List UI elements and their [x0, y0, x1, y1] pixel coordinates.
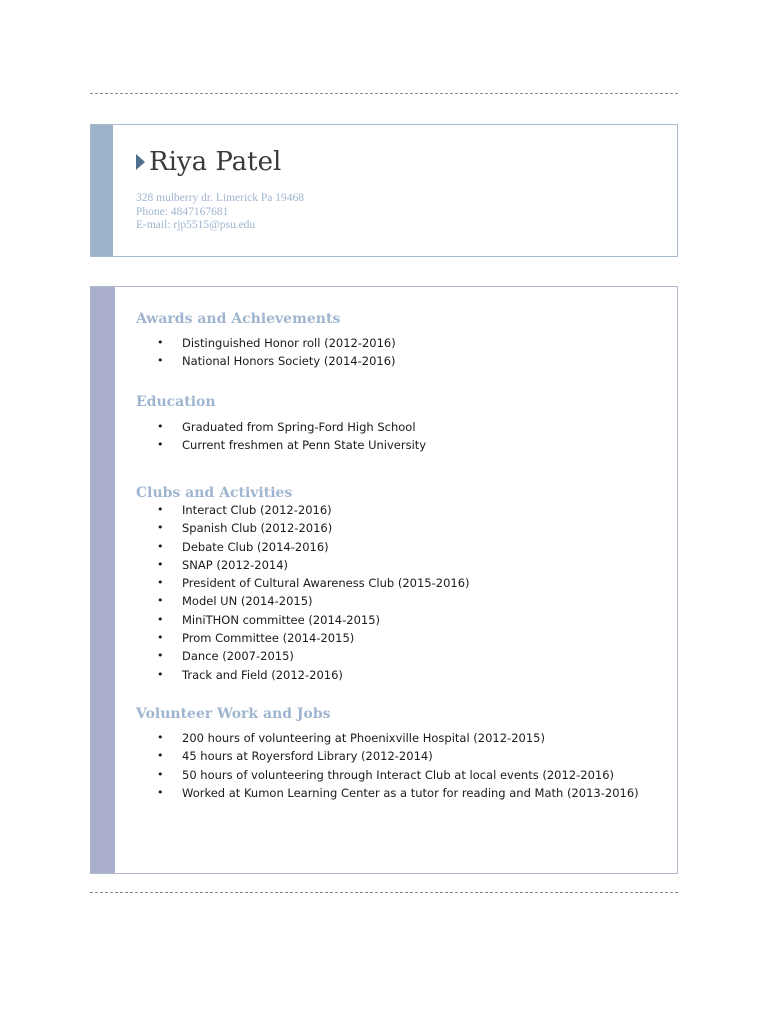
bullet-icon: • [157, 420, 164, 433]
resume-body-panel [90, 286, 678, 874]
bullet-icon: • [157, 667, 164, 681]
bullet-icon: • [157, 612, 164, 626]
bullet-icon: • [157, 539, 164, 553]
list-item: • Prom Committee (2014-2015) [157, 629, 470, 647]
phone-text: Phone: 4847167681 [136, 205, 229, 218]
email-text: E-mail: rjp5515@psu.edu [136, 219, 256, 231]
contact-block [136, 192, 304, 233]
resume-name: Riya Patel [149, 147, 282, 177]
bullet-icon: • [157, 336, 164, 349]
header-panel [90, 124, 678, 257]
bullet-icon: • [157, 438, 164, 452]
list-item: • Distinguished Honor roll (2012-2016) [157, 334, 396, 352]
list-item: • National Honors Society (2014-2016) [157, 352, 396, 370]
address-text: 328 mulberry dr. Limerick Pa 19468 [136, 192, 304, 204]
list-item: • Debate Club (2014-2016) [157, 538, 470, 556]
bullet-icon: • [157, 557, 164, 571]
list-item: • Track and Field (2012-2016) [157, 666, 470, 684]
top-divider [90, 93, 678, 94]
list-item: • MiniTHON committee (2014-2015) [157, 611, 470, 629]
body-accent-bar [91, 287, 115, 873]
section-heading-clubs: Clubs and Activities [136, 485, 293, 501]
list-item: • Graduated from Spring-Ford High School [157, 418, 426, 436]
bullet-icon: • [157, 649, 164, 663]
list-item: • 45 hours at Royersford Library (2012-2014) [157, 747, 639, 765]
list-item: • 200 hours of volunteering at Phoenixville Hospital (2012-2015) [157, 729, 639, 747]
bullet-icon: • [157, 594, 164, 608]
section-heading-education: Education [136, 394, 216, 410]
list-item: • Model UN (2014-2015) [157, 592, 470, 610]
bullet-icon: • [157, 503, 164, 516]
list-item: • Current freshmen at Penn State University [157, 436, 426, 454]
awards-list [157, 334, 396, 371]
bullet-icon: • [157, 767, 164, 781]
list-item: • Spanish Club (2012-2016) [157, 519, 470, 537]
bottom-divider [90, 892, 678, 893]
list-item: • Dance (2007-2015) [157, 647, 470, 665]
bullet-icon: • [157, 521, 164, 535]
list-item: • SNAP (2012-2014) [157, 556, 470, 574]
header-accent-bar [91, 125, 113, 256]
bullet-icon: • [157, 749, 164, 763]
bullet-icon: • [157, 785, 164, 799]
bullet-icon: • [157, 731, 164, 744]
triangle-right-icon [136, 154, 145, 170]
name-row [136, 147, 281, 177]
section-heading-awards: Awards and Achievements [136, 311, 341, 327]
section-heading-volunteer: Volunteer Work and Jobs [136, 706, 331, 722]
education-list [157, 418, 426, 455]
list-item: • President of Cultural Awareness Club (2015-2016) [157, 574, 470, 592]
clubs-list [157, 501, 470, 684]
list-item: • 50 hours of volunteering through Interact Club at local events (2012-2016) [157, 766, 639, 784]
volunteer-list [157, 729, 639, 802]
bullet-icon: • [157, 576, 164, 590]
bullet-icon: • [157, 631, 164, 645]
list-item: • Interact Club (2012-2016) [157, 501, 470, 519]
list-item: • Worked at Kumon Learning Center as a tutor for reading and Math (2013-2016) [157, 784, 639, 802]
bullet-icon: • [157, 354, 164, 368]
